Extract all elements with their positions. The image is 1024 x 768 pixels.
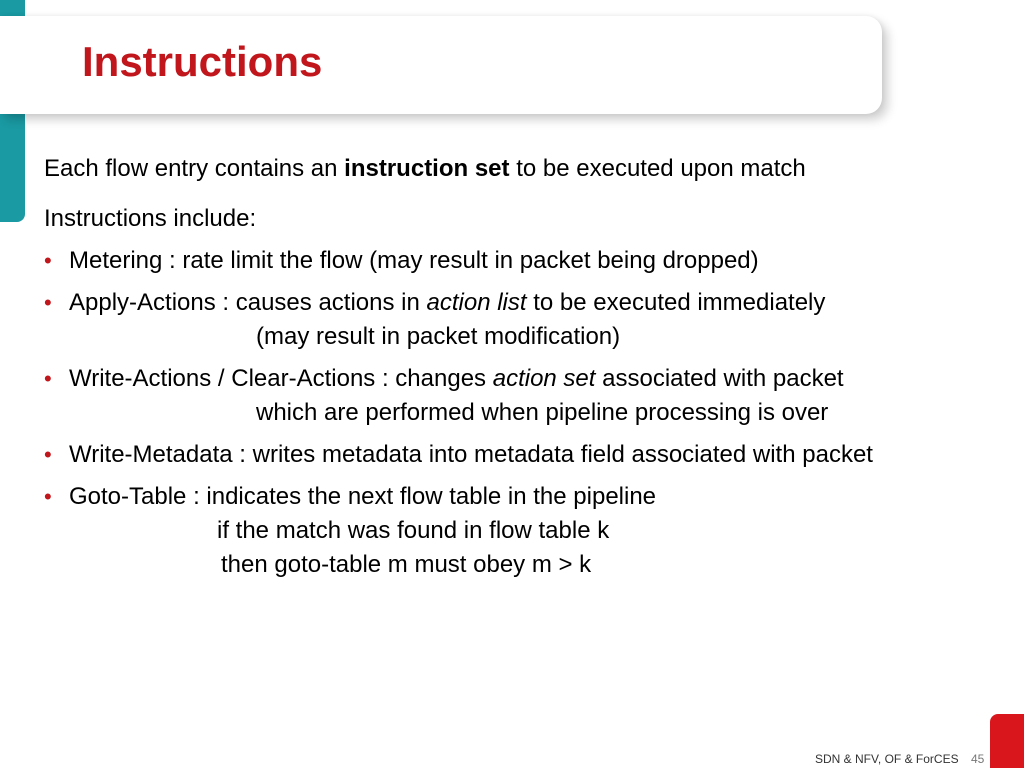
page-number: 45 [971,752,985,766]
write-metadata-text: Write-Metadata : writes metadata into metadata field associated with packet [69,441,873,468]
intro-before: Each flow entry contains an [44,155,345,182]
write-actions-before: Write-Actions / Clear-Actions : changes [69,365,493,392]
instruction-list [44,244,994,582]
apply-actions-before: Apply-Actions : causes actions in [69,289,427,316]
footer-title: SDN & NFV, OF & ForCES [815,752,959,766]
slide-title: Instructions [82,38,323,85]
slide-body [44,152,994,590]
apply-actions-continuation: (may result in packet modification) [256,323,621,350]
write-actions-after: associated with packet [595,365,844,392]
apply-actions-italic: action list [426,289,527,316]
bullet-icon: • [44,442,52,467]
list-item-metering [44,244,994,278]
goto-table-text: Goto-Table : indicates the next flow table in the pipeline [69,483,657,510]
bullet-icon: • [44,366,52,391]
apply-actions-after: to be executed immediately [526,289,826,316]
bullet-icon: • [44,248,52,273]
intro-after: to be executed upon match [509,155,806,182]
goto-table-continuation-1: if the match was found in flow table k [217,517,610,544]
write-actions-italic: action set [492,365,596,392]
intro-bold: instruction set [344,155,510,182]
list-item-goto-table [44,480,994,582]
bullet-icon: • [44,290,52,315]
list-item-write-actions [44,362,994,430]
write-actions-continuation: which are performed when pipeline processing is over [256,399,829,426]
intro-line [44,152,994,186]
subheading: Instructions include: [44,205,257,232]
list-item-apply-actions [44,286,994,354]
bullet-icon: • [44,484,52,509]
corner-accent [990,714,1024,768]
metering-text: Metering : rate limit the flow (may result in packet being dropped) [69,247,759,274]
goto-table-continuation-2: then goto-table m must obey m > k [221,551,592,578]
list-item-write-metadata [44,438,994,472]
